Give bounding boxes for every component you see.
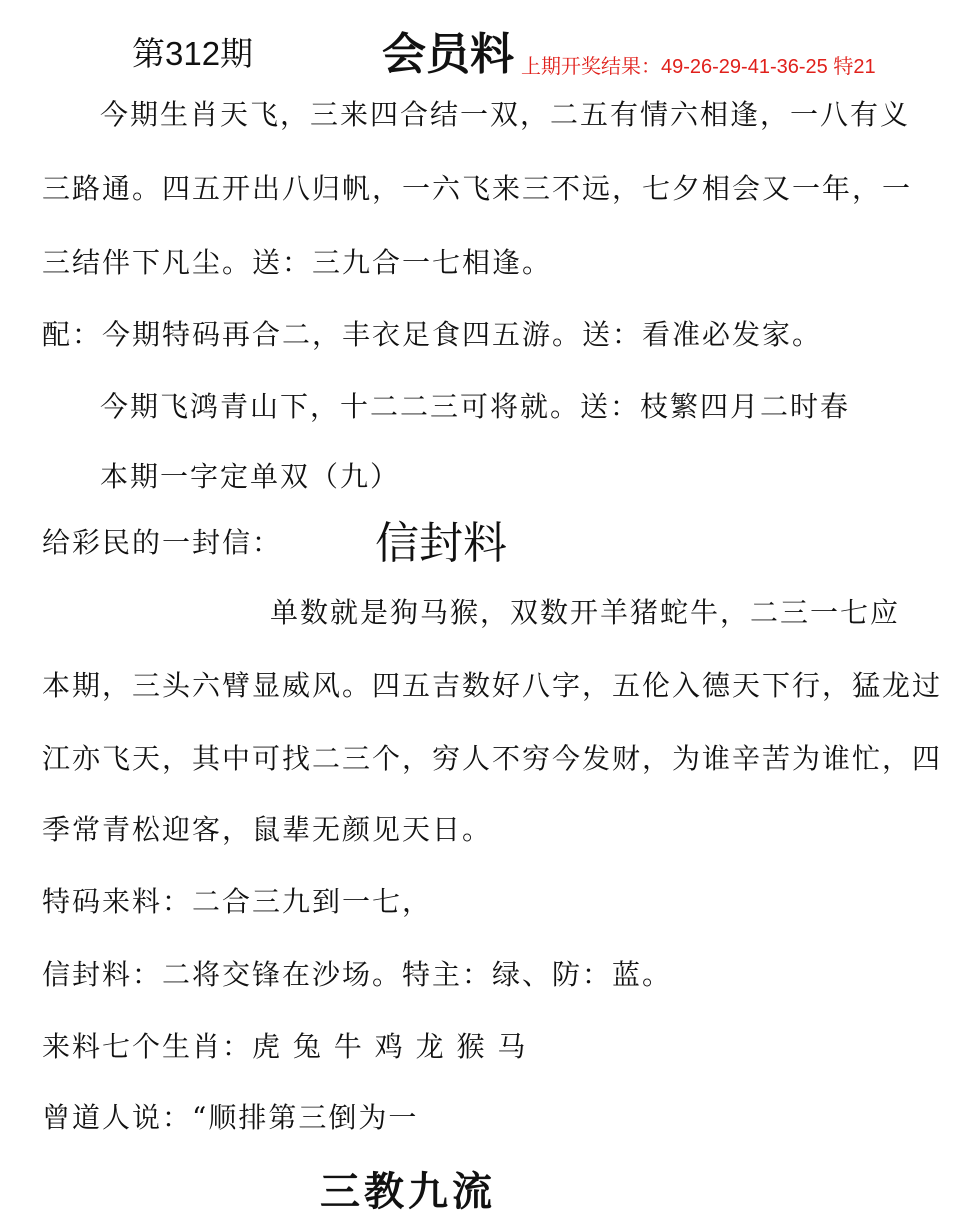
letter-para-line-3: 江亦飞天，其中可找二三个，穷人不穷今发财，为谁辛苦为谁忙，四 (42, 742, 943, 775)
last-result: 上期开奖结果：49-26-29-41-36-25 特21 (521, 56, 876, 78)
zodiac-line: 来料七个生肖：虎 兔 牛 鸡 龙 猴 马 (42, 1030, 528, 1063)
issue-number: 第312期 (132, 35, 254, 72)
member-title: 会员料 (382, 29, 514, 80)
feihong-line: 今期飞鸿青山下，十二二三可将就。送：枝繁四月二时春 (100, 390, 851, 423)
letter-title: 信封料 (375, 518, 507, 569)
poem-line-1: 今期生肖天飞，三来四合结一双，二五有情六相逢，一八有义 (100, 98, 911, 131)
single-word-line: 本期一字定单双（九） (100, 460, 401, 493)
letter-para-line-2: 本期，三头六臂显威风。四五吉数好八字，五伦入德天下行，猛龙过 (42, 669, 943, 702)
tema-line: 特码来料：二合三九到一七， (42, 885, 433, 918)
letter-para-line-4: 季常青松迎客，鼠辈无颜见天日。 (42, 813, 493, 846)
xinfeng-line: 信封料：二将交锋在沙场。特主：绿、防：蓝。 (42, 958, 673, 991)
letter-para-line-1: 单数就是狗马猴，双数开羊猪蛇牛，二三一七应 (270, 596, 901, 629)
poem-line-2: 三路通。四五开出八归帆，一六飞来三不远，七夕相会又一年，一 (42, 172, 913, 205)
pei-line: 配：今期特码再合二，丰衣足食四五游。送：看准必发家。 (42, 318, 823, 351)
letter-intro: 给彩民的一封信： (42, 526, 283, 559)
zeng-line: 曾道人说：“顺排第三倒为一 (42, 1101, 419, 1134)
footer-title: 三教九流 (320, 1168, 496, 1215)
poem-line-3: 三结伴下凡尘。送：三九合一七相逢。 (42, 246, 553, 279)
